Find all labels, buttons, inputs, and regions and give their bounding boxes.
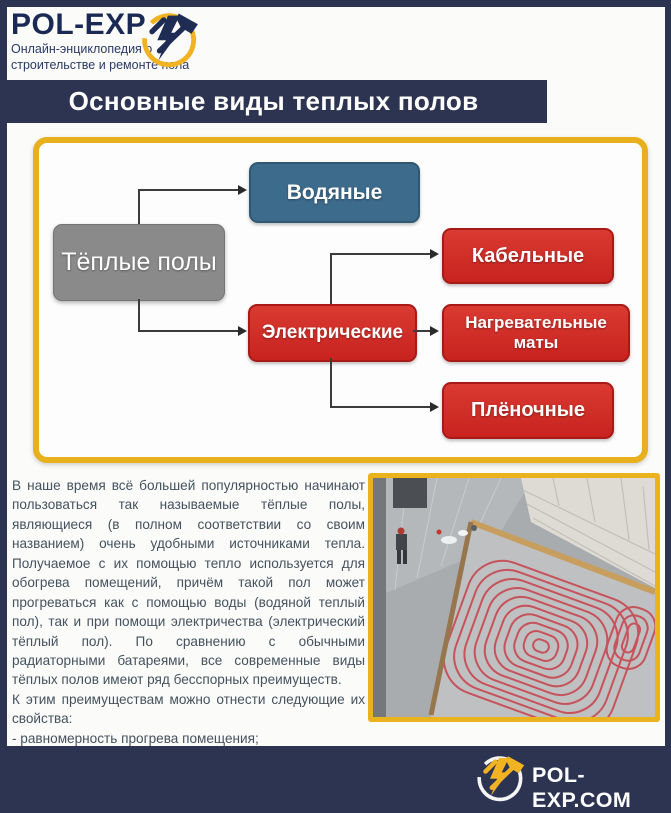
- diagram-node-electric: Электрические: [248, 304, 417, 362]
- connector-electric-cable-horizontal: [330, 253, 431, 255]
- arrowhead-film: [430, 402, 439, 412]
- hammer-wrench-lightning-icon: [136, 5, 200, 69]
- connector-root-electric-vertical: [138, 299, 140, 331]
- arrowhead-electric: [238, 326, 247, 336]
- connector-root-electric-horizontal: [138, 330, 238, 332]
- article-paragraph-2: К этим преимуществам можно отнести следующие их свойства:: [12, 691, 365, 727]
- page-title-banner: [0, 80, 547, 123]
- connector-root-water-horizontal: [138, 189, 238, 191]
- floor-heating-photo-graphic: [373, 478, 655, 717]
- article-bullet-1: - равномерность прогрева помещения;: [12, 730, 259, 746]
- floor-heating-photo: [368, 473, 660, 722]
- diagram-node-root: Тёплые полы: [53, 224, 225, 301]
- connector-electric-film-horizontal: [330, 406, 431, 408]
- article-paragraph-1: В наше время всё большей популярностью начинают пользоваться так называемые тёплые полы, являющиеся (в полном соответствии со своим названием) очень удобными источниками тепла. Получаемое с их помощью тепло используется для обогрева помещений, причём такой пол может прогреваться как с помощью воды (водяной теплый пол), так и при помощи электричества (электрический тёплый пол). По сравнению с обычными радиаторными батареями, все современные виды тёплых полов имеют ряд бесспорных преимуществ.: [12, 478, 365, 688]
- footer-site-name: POL-EXP.COM: [532, 763, 632, 812]
- page-title: Основные виды теплых полов: [68, 86, 479, 116]
- connector-electric-mats-horizontal: [413, 330, 431, 332]
- connector-electric-film-vertical: [330, 358, 332, 408]
- floor-types-diagram: [33, 137, 648, 463]
- diagram-node-water: Водяные: [249, 162, 420, 223]
- site-tagline-line2: строительстве и ремонте пола: [11, 58, 190, 73]
- arrowhead-cable: [430, 249, 439, 259]
- arrowhead-water: [238, 185, 247, 195]
- diagram-node-film: Плёночные: [442, 382, 614, 439]
- connector-root-water-vertical: [138, 190, 140, 224]
- diagram-node-cable: Кабельные: [442, 228, 614, 284]
- arrowhead-mats: [430, 326, 439, 336]
- site-logo-text: POL-EXP: [11, 8, 147, 41]
- diagram-node-mats: Нагревательные маты: [442, 304, 630, 362]
- connector-electric-cable-vertical: [330, 253, 332, 304]
- site-tagline-line1: Онлайн-энциклопедия о: [11, 42, 153, 56]
- footer-hammer-wrench-lightning-icon: [472, 749, 526, 803]
